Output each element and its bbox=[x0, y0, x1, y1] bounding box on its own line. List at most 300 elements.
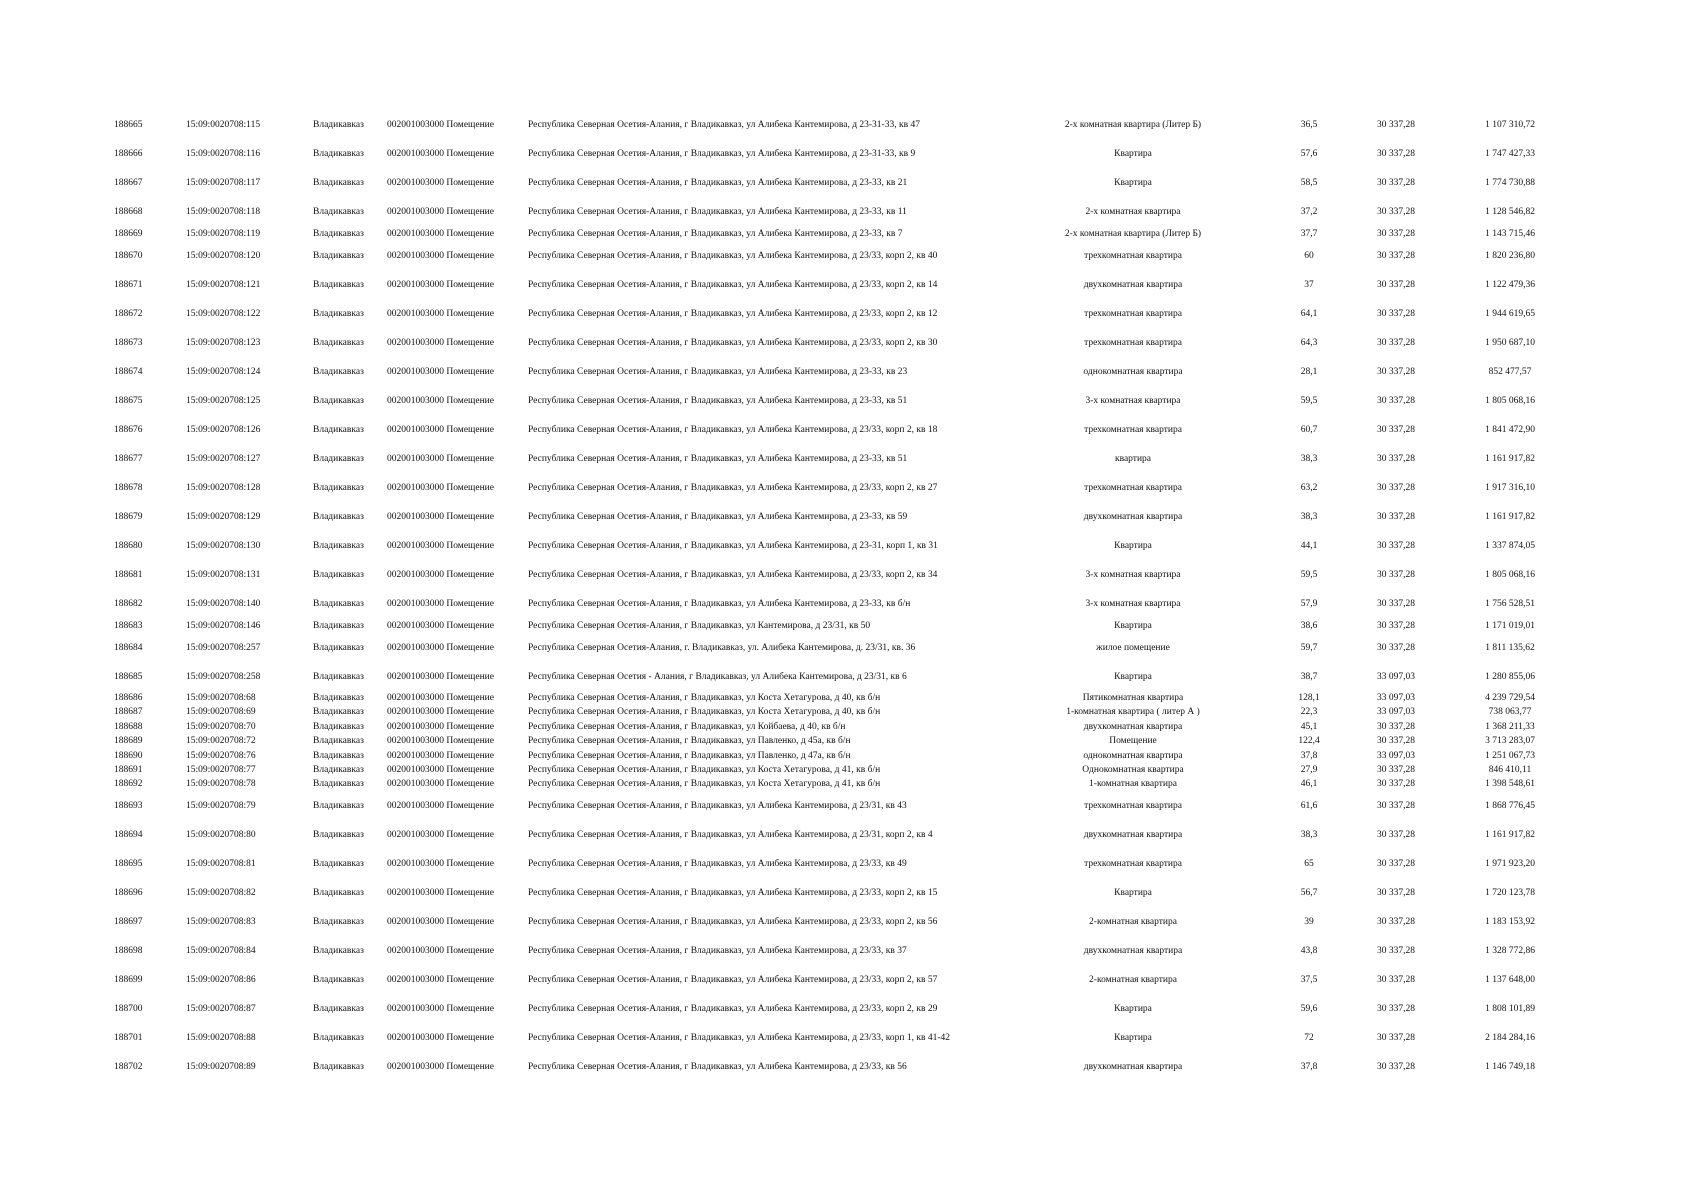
table-row bbox=[0, 119, 1697, 131]
row-id: 188689 bbox=[114, 736, 143, 746]
cadastral-value: 1 747 427,33 bbox=[1485, 149, 1535, 159]
unit-rate: 30 337,28 bbox=[1377, 367, 1415, 377]
object-code: 002001003000 Помещение bbox=[387, 599, 494, 609]
row-id: 188695 bbox=[114, 859, 143, 869]
object-name: двухкомнатная квартира bbox=[1083, 280, 1183, 290]
area: 64,3 bbox=[1300, 338, 1318, 348]
area: 60,7 bbox=[1300, 425, 1318, 435]
object-code: 002001003000 Помещение bbox=[387, 178, 494, 188]
object-name: однокомнатная квартира bbox=[1083, 751, 1183, 761]
area: 63,2 bbox=[1300, 483, 1318, 493]
row-id: 188696 bbox=[114, 888, 143, 898]
cadastral-number: 15:09:0020708:140 bbox=[186, 599, 261, 609]
cadastral-value: 1 398 548,61 bbox=[1485, 779, 1535, 789]
cadastral-number: 15:09:0020708:117 bbox=[186, 178, 261, 188]
area: 37,5 bbox=[1300, 975, 1318, 985]
city: Владикавказ bbox=[313, 888, 364, 898]
area: 22,3 bbox=[1300, 707, 1318, 717]
object-code: 002001003000 Помещение bbox=[387, 975, 494, 985]
unit-rate: 30 337,28 bbox=[1377, 541, 1415, 551]
table-row bbox=[0, 721, 1697, 733]
object-code: 002001003000 Помещение bbox=[387, 425, 494, 435]
city: Владикавказ bbox=[313, 251, 364, 261]
object-code: 002001003000 Помещение bbox=[387, 888, 494, 898]
cadastral-number: 15:09:0020708:72 bbox=[186, 736, 256, 746]
table-row bbox=[0, 395, 1697, 407]
table-row bbox=[0, 706, 1697, 718]
address: Республика Северная Осетия-Алания, г Владикавказ, ул Коста Хетагурова, д 40, кв б/н bbox=[528, 707, 881, 717]
cadastral-value: 2 184 284,16 bbox=[1485, 1033, 1535, 1043]
address: Республика Северная Осетия-Алания, г Владикавказ, ул Алибека Кантемирова, д 23/31, кв 43 bbox=[528, 801, 907, 811]
cadastral-value: 846 410,11 bbox=[1488, 765, 1532, 775]
cadastral-value: 1 171 019,01 bbox=[1485, 621, 1535, 631]
unit-rate: 30 337,28 bbox=[1377, 280, 1415, 290]
object-name: 2-комнатная квартира bbox=[1089, 975, 1177, 985]
object-name: 1-комнатная квартира bbox=[1089, 779, 1177, 789]
cadastral-number: 15:09:0020708:258 bbox=[186, 672, 261, 682]
cadastral-value: 738 063,77 bbox=[1488, 707, 1532, 717]
cadastral-number: 15:09:0020708:126 bbox=[186, 425, 261, 435]
unit-rate: 30 337,28 bbox=[1377, 779, 1415, 789]
unit-rate: 30 337,28 bbox=[1377, 483, 1415, 493]
area: 59,6 bbox=[1300, 1004, 1318, 1014]
object-name: Пятикомнатная квартира bbox=[1082, 693, 1184, 703]
object-name: Квартира bbox=[1114, 1004, 1152, 1014]
city: Владикавказ bbox=[313, 751, 364, 761]
area: 59,5 bbox=[1300, 570, 1318, 580]
object-name: квартира bbox=[1114, 454, 1152, 464]
table-row bbox=[0, 887, 1697, 899]
table-row bbox=[0, 764, 1697, 776]
city: Владикавказ bbox=[313, 946, 364, 956]
object-code: 002001003000 Помещение bbox=[387, 280, 494, 290]
object-name: Квартира bbox=[1114, 1033, 1152, 1043]
address: Республика Северная Осетия-Алания, г Владикавказ, ул Кантемирова, д 23/31, кв 50 bbox=[528, 621, 871, 631]
object-code: 002001003000 Помещение bbox=[387, 454, 494, 464]
unit-rate: 30 337,28 bbox=[1377, 643, 1415, 653]
row-id: 188678 bbox=[114, 483, 143, 493]
object-code: 002001003000 Помещение bbox=[387, 1004, 494, 1014]
cadastral-value: 1 944 619,65 bbox=[1485, 309, 1535, 319]
table-row bbox=[0, 482, 1697, 494]
cadastral-value: 1 720 123,78 bbox=[1485, 888, 1535, 898]
cadastral-number: 15:09:0020708:76 bbox=[186, 751, 256, 761]
area: 128,1 bbox=[1298, 693, 1320, 703]
cadastral-value: 1 122 479,36 bbox=[1485, 280, 1535, 290]
object-name: 2-х комнатная квартира bbox=[1085, 207, 1181, 217]
object-name: 2-х комнатная квартира (Литер Б) bbox=[1064, 229, 1202, 239]
unit-rate: 30 337,28 bbox=[1377, 946, 1415, 956]
area: 122,4 bbox=[1298, 736, 1320, 746]
address: Республика Северная Осетия-Алания, г Владикавказ, ул Алибека Кантемирова, д 23-33, кв 11 bbox=[528, 207, 907, 217]
unit-rate: 30 337,28 bbox=[1377, 1033, 1415, 1043]
object-code: 002001003000 Помещение bbox=[387, 707, 494, 717]
unit-rate: 30 337,28 bbox=[1377, 149, 1415, 159]
cadastral-value: 852 477,57 bbox=[1488, 367, 1532, 377]
object-name: Квартира bbox=[1114, 672, 1152, 682]
object-code: 002001003000 Помещение bbox=[387, 512, 494, 522]
row-id: 188671 bbox=[114, 280, 143, 290]
address: Республика Северная Осетия-Алания, г Владикавказ, ул Алибека Кантемирова, д 23/33, кв 56 bbox=[528, 1062, 907, 1072]
object-code: 002001003000 Помещение bbox=[387, 251, 494, 261]
object-code: 002001003000 Помещение bbox=[387, 207, 494, 217]
cadastral-value: 1 756 528,51 bbox=[1485, 599, 1535, 609]
city: Владикавказ bbox=[313, 707, 364, 717]
cadastral-value: 1 183 153,92 bbox=[1485, 917, 1535, 927]
address: Республика Северная Осетия-Алания, г Владикавказ, ул Алибека Кантемирова, д 23/33, корп 2, кв 27 bbox=[528, 483, 938, 493]
city: Владикавказ bbox=[313, 229, 364, 239]
unit-rate: 30 337,28 bbox=[1377, 1062, 1415, 1072]
row-id: 188702 bbox=[114, 1062, 143, 1072]
city: Владикавказ bbox=[313, 367, 364, 377]
cadastral-value: 1 805 068,16 bbox=[1485, 396, 1535, 406]
area: 28,1 bbox=[1300, 367, 1318, 377]
table-row bbox=[0, 671, 1697, 683]
area: 37,8 bbox=[1300, 751, 1318, 761]
address: Республика Северная Осетия-Алания, г Владикавказ, ул Алибека Кантемирова, д 23-33, кв 21 bbox=[528, 178, 908, 188]
object-name: Квартира bbox=[1114, 149, 1152, 159]
object-code: 002001003000 Помещение bbox=[387, 751, 494, 761]
object-code: 002001003000 Помещение bbox=[387, 367, 494, 377]
cadastral-number: 15:09:0020708:121 bbox=[186, 280, 261, 290]
unit-rate: 30 337,28 bbox=[1377, 454, 1415, 464]
cadastral-number: 15:09:0020708:81 bbox=[186, 859, 256, 869]
row-id: 188675 bbox=[114, 396, 143, 406]
cadastral-number: 15:09:0020708:131 bbox=[186, 570, 261, 580]
cadastral-number: 15:09:0020708:130 bbox=[186, 541, 261, 551]
area: 38,3 bbox=[1300, 830, 1318, 840]
unit-rate: 30 337,28 bbox=[1377, 859, 1415, 869]
city: Владикавказ bbox=[313, 765, 364, 775]
row-id: 188674 bbox=[114, 367, 143, 377]
unit-rate: 30 337,28 bbox=[1377, 801, 1415, 811]
city: Владикавказ bbox=[313, 693, 364, 703]
city: Владикавказ bbox=[313, 801, 364, 811]
row-id: 188699 bbox=[114, 975, 143, 985]
area: 37,2 bbox=[1300, 207, 1318, 217]
address: Республика Северная Осетия-Алания, г Владикавказ, ул Койбаева, д 40, кв б/н bbox=[528, 722, 846, 732]
cadastral-value: 1 841 472,90 bbox=[1485, 425, 1535, 435]
address: Республика Северная Осетия-Алания, г Владикавказ, ул Алибека Кантемирова, д 23/33, корп 2, кв 18 bbox=[528, 425, 938, 435]
row-id: 188692 bbox=[114, 779, 143, 789]
object-code: 002001003000 Помещение bbox=[387, 1062, 494, 1072]
city: Владикавказ bbox=[313, 280, 364, 290]
city: Владикавказ bbox=[313, 599, 364, 609]
object-name: однокомнатная квартира bbox=[1083, 367, 1183, 377]
table-row bbox=[0, 279, 1697, 291]
object-code: 002001003000 Помещение bbox=[387, 621, 494, 631]
city: Владикавказ bbox=[313, 309, 364, 319]
cadastral-number: 15:09:0020708:84 bbox=[186, 946, 256, 956]
cadastral-value: 1 251 067,73 bbox=[1485, 751, 1535, 761]
row-id: 188673 bbox=[114, 338, 143, 348]
cadastral-value: 1 280 855,06 bbox=[1485, 672, 1535, 682]
unit-rate: 30 337,28 bbox=[1377, 425, 1415, 435]
address: Республика Северная Осетия-Алания, г Владикавказ, ул Алибека Кантемирова, д 23/33, корп 2, кв 12 bbox=[528, 309, 938, 319]
cadastral-number: 15:09:0020708:116 bbox=[186, 149, 261, 159]
cadastral-value: 4 239 729,54 bbox=[1485, 693, 1535, 703]
address: Республика Северная Осетия-Алания, г Владикавказ, ул Алибека Кантемирова, д 23-33, кв 51 bbox=[528, 396, 908, 406]
object-name: трехкомнатная квартира bbox=[1084, 338, 1182, 348]
cadastral-value: 1 328 772,86 bbox=[1485, 946, 1535, 956]
cadastral-value: 1 811 135,62 bbox=[1485, 643, 1535, 653]
area: 64,1 bbox=[1300, 309, 1318, 319]
address: Республика Северная Осетия-Алания, г Владикавказ, ул Алибека Кантемирова, д 23/33, корп 2, кв 30 bbox=[528, 338, 938, 348]
unit-rate: 30 337,28 bbox=[1377, 338, 1415, 348]
row-id: 188698 bbox=[114, 946, 143, 956]
object-code: 002001003000 Помещение bbox=[387, 917, 494, 927]
row-id: 188683 bbox=[114, 621, 143, 631]
city: Владикавказ bbox=[313, 512, 364, 522]
cadastral-number: 15:09:0020708:125 bbox=[186, 396, 261, 406]
cadastral-value: 1 820 236,80 bbox=[1485, 251, 1535, 261]
address: Республика Северная Осетия-Алания, г Владикавказ, ул Алибека Кантемирова, д 23/33, корп 2, кв 40 bbox=[528, 251, 938, 261]
unit-rate: 30 337,28 bbox=[1377, 722, 1415, 732]
object-name: трехкомнатная квартира bbox=[1084, 425, 1182, 435]
address: Республика Северная Осетия-Алания, г Владикавказ, ул Алибека Кантемирова, д 23/31, корп 2, кв 4 bbox=[528, 830, 933, 840]
cadastral-number: 15:09:0020708:77 bbox=[186, 765, 256, 775]
area: 38,3 bbox=[1300, 454, 1318, 464]
unit-rate: 30 337,28 bbox=[1377, 765, 1415, 775]
object-code: 002001003000 Помещение bbox=[387, 765, 494, 775]
area: 37,7 bbox=[1300, 229, 1318, 239]
city: Владикавказ bbox=[313, 621, 364, 631]
table-row bbox=[0, 206, 1697, 218]
table-row bbox=[0, 308, 1697, 320]
row-id: 188684 bbox=[114, 643, 143, 653]
table-row bbox=[0, 974, 1697, 986]
cadastral-number: 15:09:0020708:68 bbox=[186, 693, 256, 703]
object-name: Квартира bbox=[1114, 178, 1152, 188]
object-code: 002001003000 Помещение bbox=[387, 946, 494, 956]
table-row bbox=[0, 692, 1697, 704]
row-id: 188685 bbox=[114, 672, 143, 682]
address: Республика Северная Осетия-Алания, г Владикавказ, ул Алибека Кантемирова, д 23/33, корп 2, кв 34 bbox=[528, 570, 938, 580]
area: 57,9 bbox=[1300, 599, 1318, 609]
cadastral-number: 15:09:0020708:119 bbox=[186, 229, 261, 239]
object-code: 002001003000 Помещение bbox=[387, 229, 494, 239]
cadastral-number: 15:09:0020708:69 bbox=[186, 707, 256, 717]
row-id: 188701 bbox=[114, 1033, 143, 1043]
unit-rate: 30 337,28 bbox=[1377, 229, 1415, 239]
object-name: Помещение bbox=[1109, 736, 1157, 746]
cadastral-number: 15:09:0020708:115 bbox=[186, 120, 261, 130]
city: Владикавказ bbox=[313, 722, 364, 732]
cadastral-value: 3 713 283,07 bbox=[1485, 736, 1535, 746]
table-row bbox=[0, 1003, 1697, 1015]
object-name: двухкомнатная квартира bbox=[1083, 830, 1183, 840]
cadastral-value: 1 971 923,20 bbox=[1485, 859, 1535, 869]
address: Республика Северная Осетия-Алания, г. Владикавказ, ул. Алибека Кантемирова, д. 23/31, кв. 36 bbox=[528, 643, 916, 653]
unit-rate: 30 337,28 bbox=[1377, 251, 1415, 261]
city: Владикавказ bbox=[313, 917, 364, 927]
object-name: трехкомнатная квартира bbox=[1084, 309, 1182, 319]
cadastral-number: 15:09:0020708:88 bbox=[186, 1033, 256, 1043]
object-name: Однокомнатная квартира bbox=[1082, 765, 1184, 775]
cadastral-number: 15:09:0020708:124 bbox=[186, 367, 261, 377]
table-row bbox=[0, 945, 1697, 957]
object-code: 002001003000 Помещение bbox=[387, 693, 494, 703]
object-name: 1-комнатная квартира ( литер А ) bbox=[1066, 707, 1200, 717]
city: Владикавказ bbox=[313, 1033, 364, 1043]
city: Владикавказ bbox=[313, 425, 364, 435]
address: Республика Северная Осетия-Алания, г Владикавказ, ул Алибека Кантемирова, д 23/33, корп 2, кв 14 bbox=[528, 280, 938, 290]
cadastral-value: 1 808 101,89 bbox=[1485, 1004, 1535, 1014]
city: Владикавказ bbox=[313, 975, 364, 985]
table-row bbox=[0, 540, 1697, 552]
object-name: 3-х комнатная квартира bbox=[1085, 570, 1181, 580]
row-id: 188677 bbox=[114, 454, 143, 464]
cadastral-number: 15:09:0020708:257 bbox=[186, 643, 261, 653]
row-id: 188694 bbox=[114, 830, 143, 840]
object-code: 002001003000 Помещение bbox=[387, 801, 494, 811]
area: 38,3 bbox=[1300, 512, 1318, 522]
city: Владикавказ bbox=[313, 178, 364, 188]
object-code: 002001003000 Помещение bbox=[387, 736, 494, 746]
address: Республика Северная Осетия-Алания, г Владикавказ, ул Алибека Кантемирова, д 23/33, корп 2, кв 57 bbox=[528, 975, 938, 985]
area: 37,8 bbox=[1300, 1062, 1318, 1072]
area: 65 bbox=[1304, 859, 1314, 869]
cadastral-number: 15:09:0020708:146 bbox=[186, 621, 261, 631]
cadastral-value: 1 143 715,46 bbox=[1485, 229, 1535, 239]
object-code: 002001003000 Помещение bbox=[387, 120, 494, 130]
address: Республика Северная Осетия-Алания, г Владикавказ, ул Алибека Кантемирова, д 23/33, корп 2, кв 29 bbox=[528, 1004, 938, 1014]
object-code: 002001003000 Помещение bbox=[387, 338, 494, 348]
object-code: 002001003000 Помещение bbox=[387, 672, 494, 682]
area: 46,1 bbox=[1300, 779, 1318, 789]
unit-rate: 30 337,28 bbox=[1377, 917, 1415, 927]
address: Республика Северная Осетия-Алания, г Владикавказ, ул Алибека Кантемирова, д 23/33, корп 2, кв 15 bbox=[528, 888, 938, 898]
table-row bbox=[0, 148, 1697, 160]
address: Республика Северная Осетия-Алания, г Владикавказ, ул Павленко, д 45а, кв б/н bbox=[528, 736, 851, 746]
object-code: 002001003000 Помещение bbox=[387, 830, 494, 840]
row-id: 188672 bbox=[114, 309, 143, 319]
table-row bbox=[0, 858, 1697, 870]
area: 45,1 bbox=[1300, 722, 1318, 732]
table-row bbox=[0, 1032, 1697, 1044]
object-code: 002001003000 Помещение bbox=[387, 149, 494, 159]
cadastral-number: 15:09:0020708:122 bbox=[186, 309, 261, 319]
address: Республика Северная Осетия-Алания, г Владикавказ, ул Коста Хетагурова, д 41, кв б/н bbox=[528, 779, 881, 789]
city: Владикавказ bbox=[313, 541, 364, 551]
table-row bbox=[0, 642, 1697, 654]
row-id: 188670 bbox=[114, 251, 143, 261]
table-row bbox=[0, 829, 1697, 841]
cadastral-value: 1 337 874,05 bbox=[1485, 541, 1535, 551]
row-id: 188690 bbox=[114, 751, 143, 761]
object-code: 002001003000 Помещение bbox=[387, 570, 494, 580]
cadastral-number: 15:09:0020708:129 bbox=[186, 512, 261, 522]
cadastral-number: 15:09:0020708:118 bbox=[186, 207, 261, 217]
cadastral-value: 1 161 917,82 bbox=[1485, 830, 1535, 840]
city: Владикавказ bbox=[313, 396, 364, 406]
object-name: трехкомнатная квартира bbox=[1084, 801, 1182, 811]
object-name: 2-х комнатная квартира (Литер Б) bbox=[1064, 120, 1202, 130]
cadastral-value: 1 917 316,10 bbox=[1485, 483, 1535, 493]
table-row bbox=[0, 177, 1697, 189]
area: 27,9 bbox=[1300, 765, 1318, 775]
cadastral-number: 15:09:0020708:82 bbox=[186, 888, 256, 898]
table-row bbox=[0, 511, 1697, 523]
city: Владикавказ bbox=[313, 643, 364, 653]
table-row bbox=[0, 453, 1697, 465]
table-row bbox=[0, 750, 1697, 762]
object-name: Квартира bbox=[1114, 541, 1152, 551]
object-code: 002001003000 Помещение bbox=[387, 396, 494, 406]
city: Владикавказ bbox=[313, 859, 364, 869]
cadastral-value: 1 368 211,33 bbox=[1485, 722, 1535, 732]
row-id: 188693 bbox=[114, 801, 143, 811]
area: 38,6 bbox=[1300, 621, 1318, 631]
unit-rate: 33 097,03 bbox=[1377, 707, 1415, 717]
cadastral-number: 15:09:0020708:78 bbox=[186, 779, 256, 789]
table-row bbox=[0, 916, 1697, 928]
city: Владикавказ bbox=[313, 570, 364, 580]
object-code: 002001003000 Помещение bbox=[387, 722, 494, 732]
city: Владикавказ bbox=[313, 1062, 364, 1072]
area: 56,7 bbox=[1300, 888, 1318, 898]
row-id: 188697 bbox=[114, 917, 143, 927]
object-code: 002001003000 Помещение bbox=[387, 779, 494, 789]
unit-rate: 30 337,28 bbox=[1377, 178, 1415, 188]
object-name: 2-комнатная квартира bbox=[1089, 917, 1177, 927]
unit-rate: 30 337,28 bbox=[1377, 830, 1415, 840]
unit-rate: 30 337,28 bbox=[1377, 309, 1415, 319]
cadastral-number: 15:09:0020708:87 bbox=[186, 1004, 256, 1014]
city: Владикавказ bbox=[313, 1004, 364, 1014]
cadastral-number: 15:09:0020708:80 bbox=[186, 830, 256, 840]
table-row bbox=[0, 800, 1697, 812]
object-name: Квартира bbox=[1114, 888, 1152, 898]
cadastral-value: 1 868 776,45 bbox=[1485, 801, 1535, 811]
object-name: жилое помещение bbox=[1096, 643, 1170, 653]
unit-rate: 30 337,28 bbox=[1377, 120, 1415, 130]
address: Республика Северная Осетия-Алания, г Владикавказ, ул Алибека Кантемирова, д 23/33, корп 1, кв 41-42 bbox=[528, 1033, 951, 1043]
object-name: двухкомнатная квартира bbox=[1083, 722, 1183, 732]
address: Республика Северная Осетия-Алания, г Владикавказ, ул Алибека Кантемирова, д 23/33, кв 49 bbox=[528, 859, 907, 869]
table-row bbox=[0, 337, 1697, 349]
address: Республика Северная Осетия-Алания, г Владикавказ, ул Коста Хетагурова, д 41, кв б/н bbox=[528, 765, 881, 775]
table-row bbox=[0, 1061, 1697, 1073]
table-row bbox=[0, 778, 1697, 790]
area: 58,5 bbox=[1300, 178, 1318, 188]
cadastral-number: 15:09:0020708:120 bbox=[186, 251, 261, 261]
address: Республика Северная Осетия-Алания, г Владикавказ, ул Алибека Кантемирова, д 23-33, кв 23 bbox=[528, 367, 908, 377]
row-id: 188680 bbox=[114, 541, 143, 551]
city: Владикавказ bbox=[313, 120, 364, 130]
object-name: трехкомнатная квартира bbox=[1084, 859, 1182, 869]
table-row bbox=[0, 424, 1697, 436]
row-id: 188669 bbox=[114, 229, 143, 239]
city: Владикавказ bbox=[313, 207, 364, 217]
cadastral-value: 1 774 730,88 bbox=[1485, 178, 1535, 188]
address: Республика Северная Осетия-Алания, г Владикавказ, ул Коста Хетагурова, д 40, кв б/н bbox=[528, 693, 881, 703]
table-row bbox=[0, 250, 1697, 262]
unit-rate: 30 337,28 bbox=[1377, 512, 1415, 522]
cadastral-number: 15:09:0020708:70 bbox=[186, 722, 256, 732]
row-id: 188665 bbox=[114, 120, 143, 130]
table-row bbox=[0, 366, 1697, 378]
address: Республика Северная Осетия-Алания, г Владикавказ, ул Алибека Кантемирова, д 23-31, корп 1, кв 31 bbox=[528, 541, 938, 551]
address: Республика Северная Осетия-Алания, г Владикавказ, ул Алибека Кантемирова, д 23/33, кв 37 bbox=[528, 946, 907, 956]
cadastral-value: 1 161 917,82 bbox=[1485, 454, 1535, 464]
object-code: 002001003000 Помещение bbox=[387, 1033, 494, 1043]
table-row bbox=[0, 569, 1697, 581]
row-id: 188688 bbox=[114, 722, 143, 732]
area: 57,6 bbox=[1300, 149, 1318, 159]
unit-rate: 30 337,28 bbox=[1377, 1004, 1415, 1014]
row-id: 188679 bbox=[114, 512, 143, 522]
